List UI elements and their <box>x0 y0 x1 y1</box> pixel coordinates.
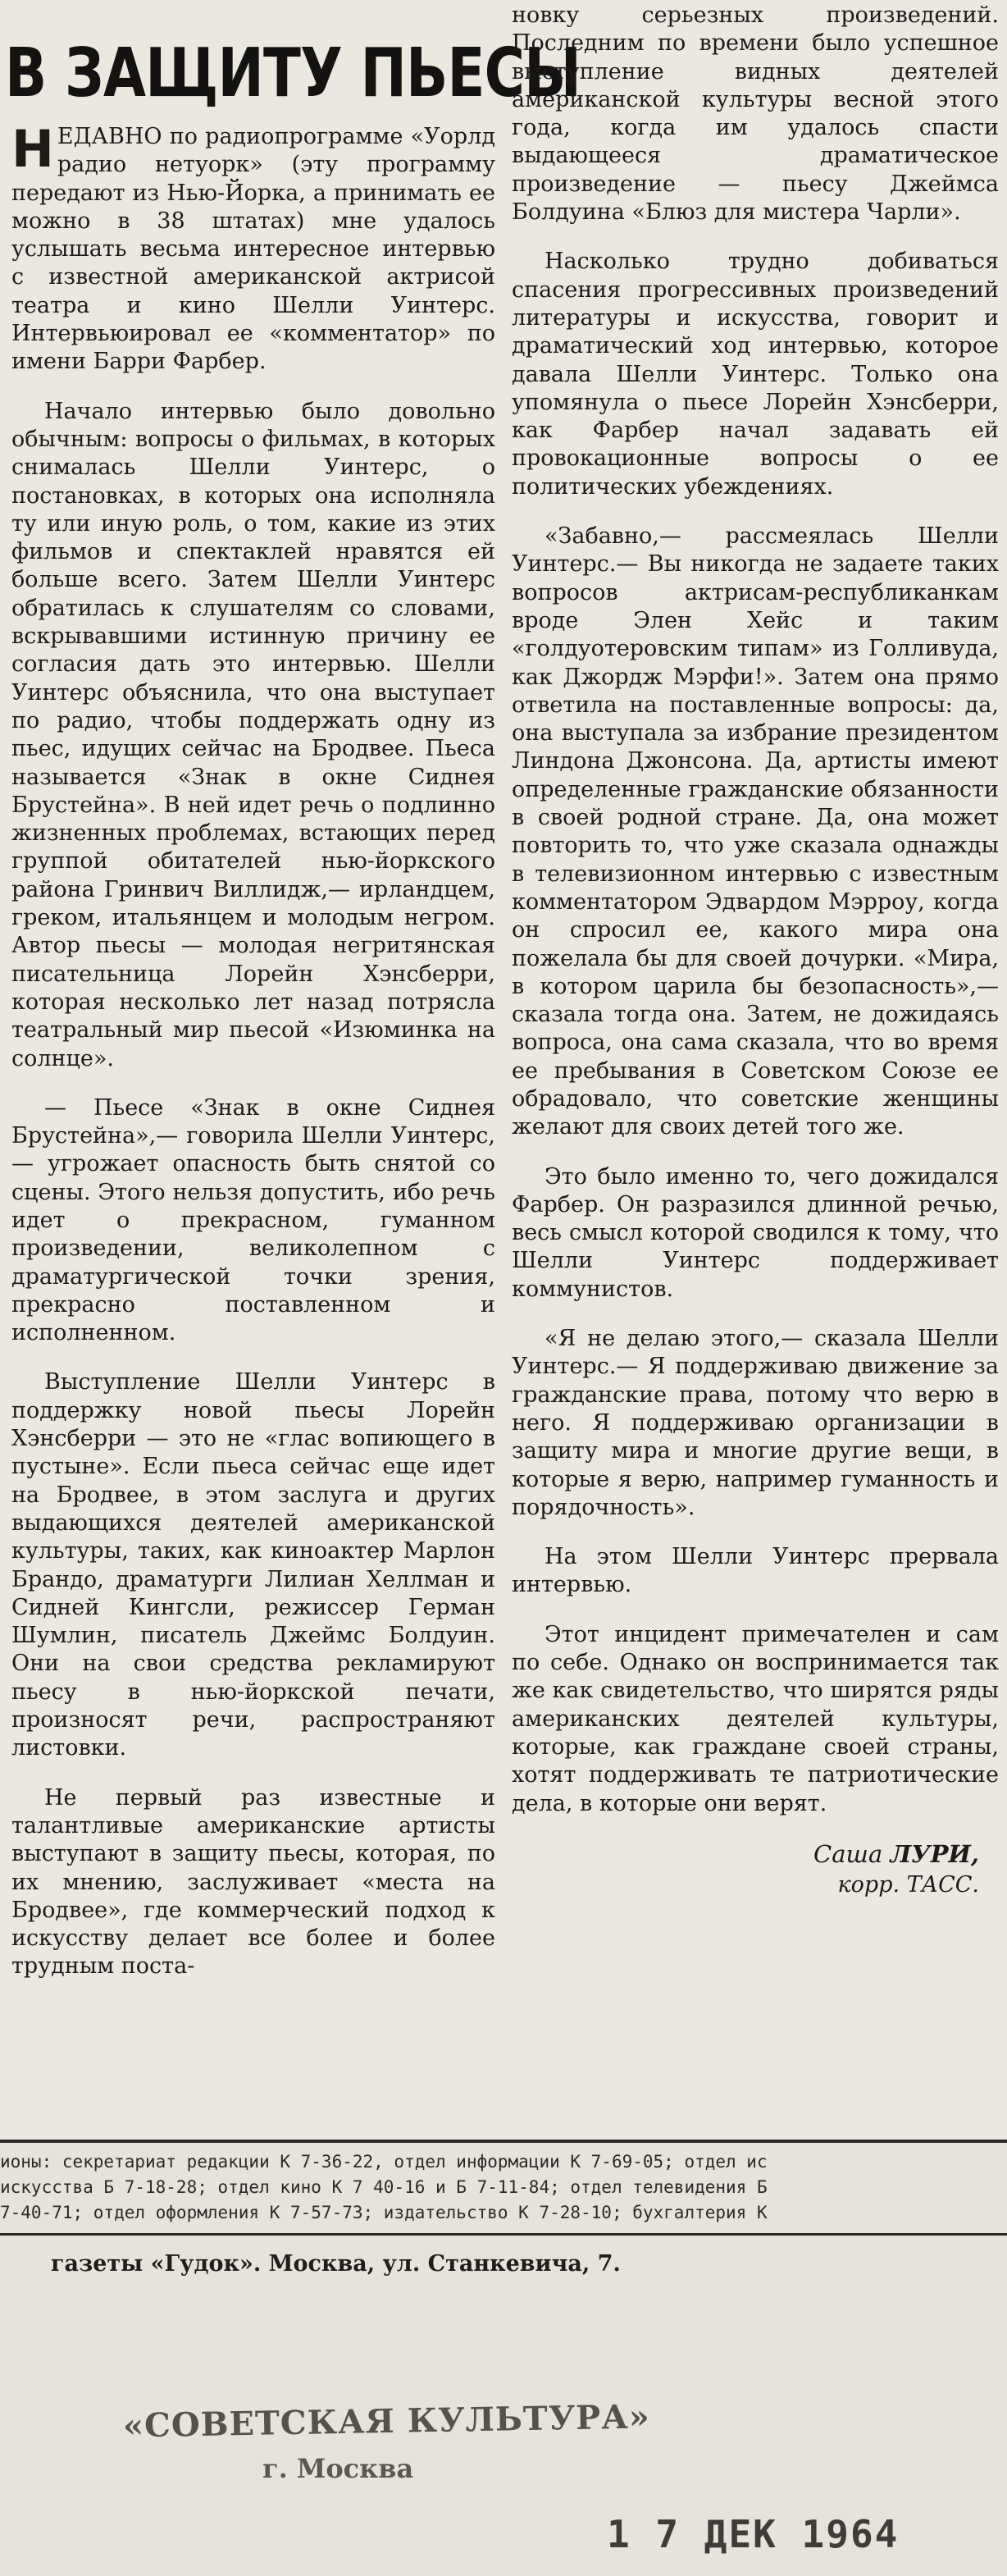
footer-divider <box>0 2140 1007 2143</box>
article-right-column <box>512 2 999 1900</box>
phones-line: ионы: секретариат редакции К 7-36-22, отдел информации К 7-69-05; отдел ис <box>0 2152 768 2172</box>
article-paragraph: Насколько трудно добиваться спасения прогрессивных произведений литературы и искусства, говорит и драматический ход интервью, которое давала Шелли Уинтерс. Только она упомянула о пьесе Лорейн Хэнсберри, как Фарбер начал задавать ей провокационные вопросы о ее политических убеждениях. <box>512 249 999 500</box>
article-paragraph: — Пьесе «Знак в окне Сиднея Брустейна»,— говорила Шелли Уинтерс,— угрожает опасность быть снятой со сцены. Этого нельзя допустить, ибо речь идет о прекрасном, гуманном произведении, великолепном с драматургической точки зрения, прекрасно поставленном и исполненном. <box>11 1094 495 1346</box>
article-paragraph: «Забавно,— рассмеялась Шелли Уинтерс.— Вы никогда не задаете таких вопросов актрисам-республиканкам вроде Элен Хейс и таким «голдуотеровским типам» из Голливуда, как Джордж Мэрфи!». Затем она прямо ответила на поставленные вопросы: да, она выступала за избрание президентом Линдона Джонсона. Да, артисты имеют определенные гражданские обязанности в своей родной стране. Да, она может повторить то, что уже сказала однажды в телевизионном интервью с известным комментатором Эдвардом Мэрроу, когда он спросил ее, какого мира она пожелала бы для своей дочурки. «Мира, в котором царила бы безопасность»,— сказала тогда она. Затем, не дожидаясь вопроса, она сама сказала, что во время ее пребывания в Советском Союзе ее обрадовало, что советские женщины желают для своих детей того же. <box>512 523 999 1140</box>
footer-divider <box>0 2233 1007 2236</box>
printing-address: газеты «Гудок». Москва, ул. Станкевича, 7. <box>51 2251 621 2277</box>
author-name-prefix: Саша <box>813 1839 891 1868</box>
editorial-phones <box>0 2149 1007 2231</box>
stamp-city: г. Москва <box>262 2453 414 2484</box>
article-paragraph: На этом Шелли Уинтерс прервала интервью. <box>512 1544 999 1598</box>
author-name: ЛУРИ, <box>890 1839 979 1868</box>
author-agency: корр. ТАСС. <box>837 1871 979 1898</box>
article-paragraph: Не первый раз известные и талантливые американские артисты выступают в защиту пьесы, которая, по их мнению, заслуживает «места на Бродвее», где коммерческий подход к искусству делает все более и более трудным поста- <box>11 1784 495 1980</box>
stamp-date: 1 7 ДЕК 1964 <box>607 2512 900 2556</box>
drop-cap: Н <box>11 119 54 179</box>
article-paragraph: Начало интервью было довольно обычным: вопросы о фильмах, в которых снималась Шелли Уинтерс, о постановках, в которых она исполняла ту или иную роль, о том, какие из этих фильмов и спектаклей нравятся ей больше всего. Затем Шелли Уинтерс обратилась к слушателям со словами, вскрывавшими истинную причину ее согласия дать это интервью. Шелли Уинтерс объяснила, что она выступает по радио, чтобы поддержать одну из пьес, идущих сейчас на Бродвее. Пьеса называется «Знак в окне Сиднея Брустейна». В ней идет речь о подлинно жизненных проблемах, встающих перед группой обитателей нью-йоркского района Гринвич Виллидж,— ирландцем, греком, итальянцем и молодым негром. Автор пьесы — молодая негритянская писательница Лорейн Хэнсберри, которая несколько лет назад потрясла театральный мир пьесой «Изюминка на солнце». <box>11 398 495 1071</box>
stamp-newspaper-name: «СОВЕТСКАЯ КУЛЬТУРА» <box>122 2397 651 2446</box>
phones-line: 7-40-71; отдел оформления К 7-57-73; издательство К 7-28-10; бухгалтерия К <box>0 2203 768 2222</box>
article-paragraph: новку серьезных произведений. Последним по времени было успешное выступление видных деятелей американской культуры весной этого года, когда им удалось спасти выдающееся драматическое произведение — пьесу Джеймса Болдуина «Блюз для мистера Чарли». <box>512 2 999 226</box>
article-headline: В ЗАЩИТУ ПЬЕСЫ <box>5 34 581 112</box>
article-paragraph: Выступление Шелли Уинтерс в поддержку новой пьесы Лорейн Хэнсберри — это не «глас вопиющего в пустыне». Если пьеса сейчас еще идет на Бродвее, в этом заслуга и других выдающихся деятелей американской культуры, таких, как киноактер Марлон Брандо, драматурги Лилиан Хеллман и Сидней Кингсли, режиссер Герман Шумлин, писатель Джеймс Болдуин. Они на свои средства рекламируют пьесу в нью-йоркской печати, произносят речи, распространяют листовки. <box>11 1369 495 1761</box>
article-paragraph: Этот инцидент примечателен и сам по себе. Однако он воспринимается так же как свидетельство, что ширятся ряды американских деятелей культуры, которые, как граждане своей страны, хотят поддерживать те патриотические дела, в которые они верят. <box>512 1621 999 1816</box>
phones-line: искусства Б 7-18-28; отдел кино К 7 40-16 и Б 7-11-84; отдел телевидения Б <box>0 2177 768 2197</box>
article-paragraph: Это было именно то, чего дожидался Фарбер. Он разразился длинной речью, весь смысл которой сводился к тому, что Шелли Уинтерс поддерживает коммунистов. <box>512 1163 999 1302</box>
author-signature <box>512 1839 999 1900</box>
article-paragraph: «Я не делаю этого,— сказала Шелли Уинтерс.— Я поддерживаю движение за гражданские права, потому что верю в него. Я поддерживаю организации в защиту мира и многие другие вещи, в которые я верю, например гуманность и порядочность». <box>512 1326 999 1520</box>
article-left-column <box>11 119 495 2003</box>
article-paragraph: НЕДАВНО по радиопрограмме «Уорлд радио нетуорк» (эту программу передают из Нью-Йорка, а принимать ее можно в 38 штатах) мне удалось услышать весьма интересное интервью с известной американской актрисой театра и кино Шелли Уинтерс. Интервьюировал ее «комментатор» по имени Барри Фарбер. <box>11 119 495 375</box>
